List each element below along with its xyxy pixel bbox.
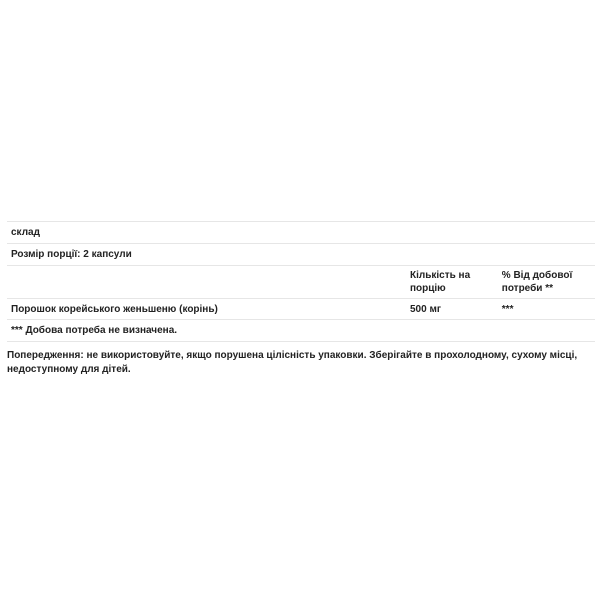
warning-text: Попередження: не використовуйте, якщо порушена цілісність упаковки. Зберігайте в прохолодному, сухому місці, недоступному для дітей. bbox=[7, 350, 578, 375]
column-header-name bbox=[7, 266, 406, 299]
serving-size-row bbox=[7, 244, 595, 266]
section-header-row bbox=[7, 222, 595, 244]
column-header-row bbox=[7, 266, 595, 299]
serving-size: Розмір порції: 2 капсули bbox=[7, 244, 595, 266]
ingredient-row bbox=[7, 299, 595, 320]
supplement-facts-table bbox=[7, 221, 595, 342]
column-header-amount: Кількість на порцію bbox=[406, 266, 498, 299]
ingredient-amount: 500 мг bbox=[406, 299, 498, 320]
ingredient-daily-value: *** bbox=[498, 299, 595, 320]
section-title: склад bbox=[7, 222, 595, 244]
footnote: *** Добова потреба не визначена. bbox=[7, 320, 595, 342]
column-header-daily-value: % Від добової потреби ** bbox=[498, 266, 595, 299]
ingredient-name: Порошок корейського женьшеню (корінь) bbox=[7, 299, 406, 320]
footnote-row bbox=[7, 320, 595, 342]
